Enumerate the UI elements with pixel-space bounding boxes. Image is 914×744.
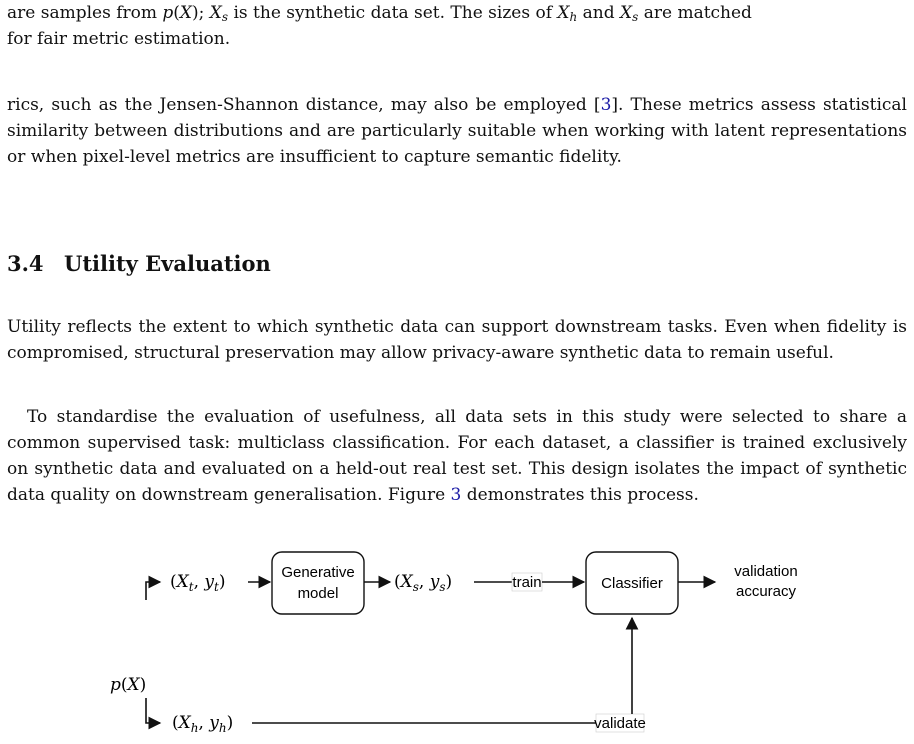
generative-model-label-2: model xyxy=(297,585,339,602)
validate-label: validate xyxy=(594,715,646,732)
holdout-data-label: ($X_h$, $y_h$) xyxy=(172,713,234,735)
paragraph-utility: Utility reflects the extent to which synthetic data can support downstream tasks. Even when fidelity is compromised, structural preservation may allow privacy-aware synthetic data to remain useful. xyxy=(7,317,907,363)
validation-accuracy-label-2: accuracy xyxy=(735,583,797,600)
section-heading: 3.4 Utility Evaluation xyxy=(7,251,271,276)
synthetic-data-label: ($X_s$, $y_s$) xyxy=(394,572,453,594)
px-label: p(X) xyxy=(110,675,147,695)
validation-accuracy-label: validation xyxy=(734,563,798,580)
branch-down-arrow xyxy=(146,698,160,723)
train-data-label: ($X_t$, $y_t$) xyxy=(170,572,226,594)
branch-up-arrow xyxy=(146,582,160,600)
classifier-label: Classifier xyxy=(601,575,663,592)
paragraph-standardise: To standardise the evaluation of usefulness, all data sets in this study were selected to share a common supervised task: multiclass classification. For each dataset, a classifier is trained exclusively on synthetic data and evaluated on a held-out real test set. This design isolates the impact of synthetic data quality on downstream generalisation. Figure 3 demonstrates this process. xyxy=(7,407,907,505)
figure-reference-link[interactable]: 3 xyxy=(450,485,462,505)
citation-link[interactable]: 3 xyxy=(600,95,612,115)
utility-pipeline-figure xyxy=(0,540,914,744)
train-label: train xyxy=(512,574,542,591)
paragraph-continued: are samples from p(X); $X_s$ is the synthetic data set. The sizes of $X_h$ and $X_s$ are matched for fair metric estimation. xyxy=(7,3,752,49)
paragraph-metrics: rics, such as the Jensen-Shannon distance, may also be employed [3]. These metrics assess statistical similarity between distributions and are particularly suitable when working with latent representations or when pixel-level metrics are insufficient to capture semantic fidelity. xyxy=(7,95,907,167)
generative-model-label: Generative xyxy=(281,564,355,581)
generative-model-box xyxy=(272,552,364,614)
